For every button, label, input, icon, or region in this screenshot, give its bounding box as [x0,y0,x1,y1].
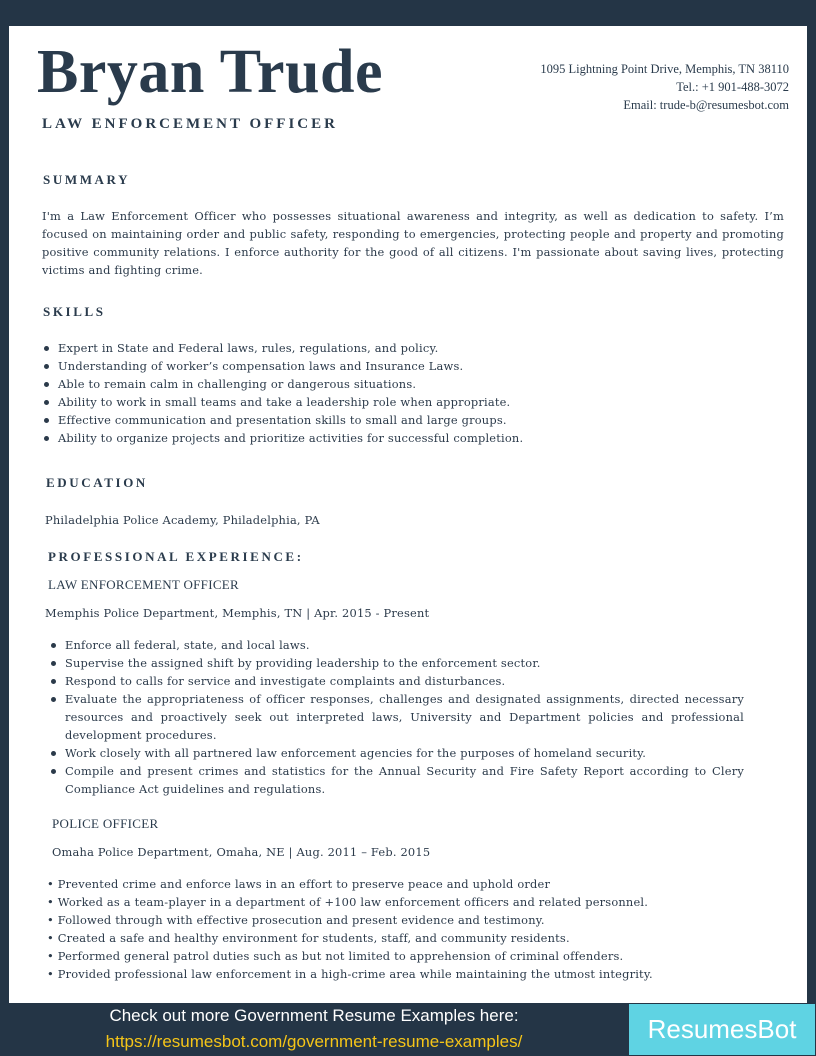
list-item: • Created a safe and healthy environment for students, staff, and community residents. [47,931,570,945]
list-item: Respond to calls for service and investigate complaints and disturbances. [49,672,744,690]
list-item: • Followed through with effective prosecution and present evidence and testimony. [47,913,545,927]
list-item: Ability to work in small teams and take a leadership role when appropriate. [42,393,742,411]
contact-address: 1095 Lightning Point Drive, Memphis, TN 38110 [540,62,789,76]
job-duties-list [47,875,767,983]
contact-email: Email: trude-b@resumesbot.com [623,98,789,112]
list-item: • Prevented crime and enforce laws in an effort to preserve peace and uphold order [47,877,551,891]
job-title: LAW ENFORCEMENT OFFICER [48,577,240,592]
list-item: Enforce all federal, state, and local laws. [49,636,744,654]
contact-block [540,60,789,114]
list-item: Supervise the assigned shift by providing leadership to the enforcement sector. [49,654,744,672]
list-item: • Provided professional law enforcement in a high-crime area while maintaining the utmost integrity. [47,967,653,981]
skills-list [42,339,742,447]
resume-page [9,26,807,1003]
list-item: Evaluate the appropriateness of officer responses, challenges and designated assignments, directed necessary resources and proactively seek out interpreted laws, University and Department policies and professional development procedures. [49,690,744,744]
footer-link[interactable]: https://resumesbot.com/government-resume-examples/ [105,1032,523,1051]
list-item: Compile and present crimes and statistics for the Annual Security and Fire Safety Report according to Clery Compliance Act guidelines and regulations. [49,762,744,798]
summary-text: I'm a Law Enforcement Officer who possesses situational awareness and integrity, as well as dedication to safety. I’m focused on maintaining order and public safety, responding to emergencies, protecting people and property and promoting positive community relations. I enforce authority for the good of all citizens. I'm passionate about saving lives, protecting victims and fighting crime. [42,209,784,277]
footer-caption: Check out more Government Resume Examples here: [109,1006,519,1025]
summary-heading: SUMMARY [43,172,131,187]
skills-heading: SKILLS [43,304,106,319]
job-meta: Omaha Police Department, Omaha, NE | Aug. 2011 – Feb. 2015 [52,845,431,859]
list-item: Effective communication and presentation skills to small and large groups. [42,411,742,429]
job-duties-list [49,636,744,798]
footer-banner [0,1003,628,1055]
education-heading: EDUCATION [46,475,148,490]
list-item: • Worked as a team-player in a department of +100 law enforcement officers and related personnel. [47,895,649,909]
job-title: POLICE OFFICER [52,816,159,831]
education-school: Philadelphia Police Academy, Philadelphia, PA [45,513,320,527]
candidate-name: Bryan Trude [37,38,383,106]
experience-heading: PROFESSIONAL EXPERIENCE: [48,549,304,564]
list-item: Expert in State and Federal laws, rules, regulations, and policy. [42,339,742,357]
job-meta: Memphis Police Department, Memphis, TN | Apr. 2015 - Present [45,606,430,620]
list-item: Understanding of worker’s compensation laws and Insurance Laws. [42,357,742,375]
list-item: Ability to organize projects and prioritize activities for successful completion. [42,429,742,447]
list-item: Work closely with all partnered law enforcement agencies for the purposes of homeland security. [49,744,744,762]
list-item: Able to remain calm in challenging or dangerous situations. [42,375,742,393]
contact-phone: Tel.: +1 901-488-3072 [676,80,789,94]
list-item: • Performed general patrol duties such as but not limited to apprehension of criminal offenders. [47,949,624,963]
candidate-title: LAW ENFORCEMENT OFFICER [42,116,338,132]
brand-logo[interactable]: ResumesBot [629,1004,815,1055]
